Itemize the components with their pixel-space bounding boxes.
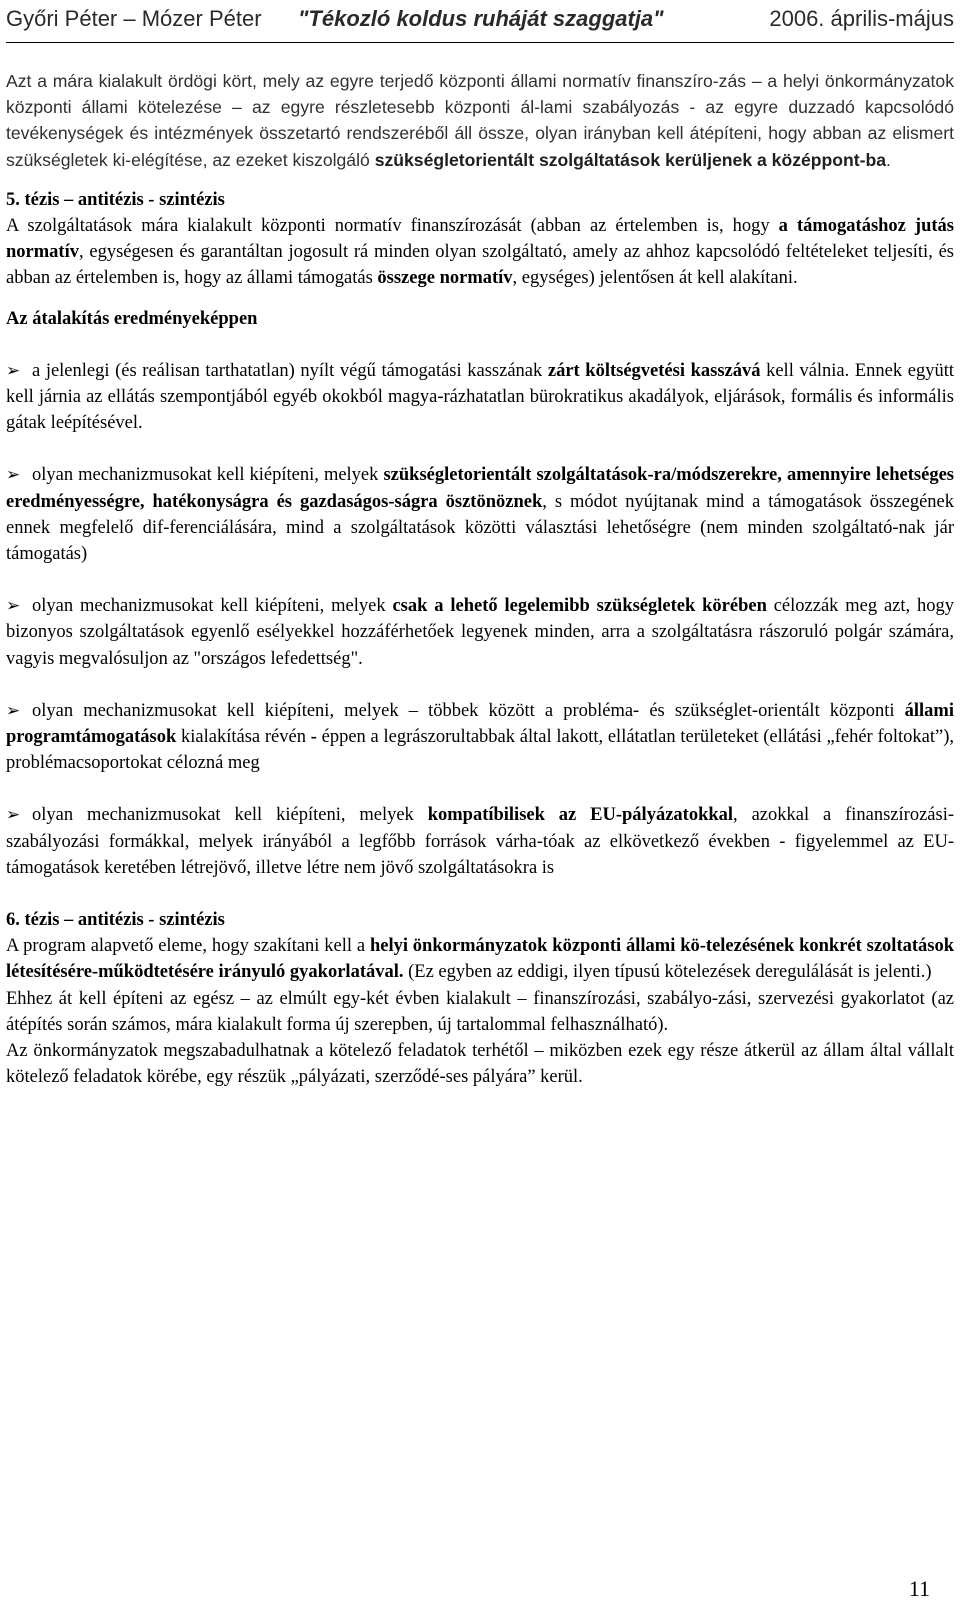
page-header bbox=[6, 0, 954, 43]
thesis6-paragraph-2: Ehhez át kell építeni az egész – az elmúlt egy-két évben kialakult – finanszírozási, szabályo-zási, szervezési gyakorlatot (az átépítés során számos, mára kialakult forma új szerepben, új tartalommal felhasználható). bbox=[6, 988, 954, 1035]
thesis6-paragraph-1: A program alapvető eleme, hogy szakítani kell a helyi önkormányzatok központi állami kö-telezésének konkrét szoltatások létesítésére-működtetésére irányuló gyakorlatával. (Ez egyben az eddigi, ilyen típusú kötelezések deregulálását is jelenti.) bbox=[6, 936, 954, 983]
intro-paragraph bbox=[6, 68, 954, 173]
bullet-item-4: ➢ olyan mechanizmusokat kell kiépíteni, melyek – többek között a probléma- és szükséglet-orientált központi állami programtámogatások kialakítása révén - éppen a legrászorultabbak által lakott, ellátatlan területeket (ellátási „fehér foltokat”), problémacsoportokat célozná meg bbox=[6, 698, 954, 777]
thesis6-paragraph-3: Az önkormányzatok megszabadulhatnak a kötelező feladatok terhétől – miközben ezek egy része átkerül az állam által vállalt kötelező feladatok körébe, egy részük „pályázati, szerződé-ses pályára” kerül. bbox=[6, 1041, 954, 1088]
bullet-item-5: ➢ olyan mechanizmusokat kell kiépíteni, melyek kompatíbilisek az EU-pályázatokkal, azokkal a finanszírozási-szabályozási formákkal, melyek irányából a legfőbb források várha-tóak az elkövetkező években - figyelemmel az EU-támogatások keretében létrejövő, illetve létre nem jövő szolgáltatásokra is bbox=[6, 802, 954, 881]
bullet-item-2: ➢ olyan mechanizmusokat kell kiépíteni, melyek szükségletorientált szolgáltatások-ra/módszerekre, amennyire lehetséges eredményességre, hatékonyságra és gazdaságos-ságra ösztönöznek, s módot nyújtanak mind a támogatások összegének ennek megfelelő dif-ferenciálására, mind a szolgáltatások közötti választási lehetőségre (nem minden szolgáltató-nak jár támogatás) bbox=[6, 462, 954, 567]
arrowhead-icon: ➢ bbox=[6, 465, 21, 485]
arrowhead-icon: ➢ bbox=[6, 700, 21, 720]
arrowhead-icon: ➢ bbox=[6, 805, 21, 825]
header-title: "Tékozló koldus ruháját szaggatja" bbox=[298, 6, 664, 31]
bullet-item-3: ➢ olyan mechanizmusokat kell kiépíteni, melyek csak a lehető legelemibb szükségletek körében célozzák meg azt, hogy bizonyos szolgáltatások egyenlő esélyekkel hozzáférhetőek legyenek minden, arra a szolgáltatásra rászoruló polgár számára, vagyis megvalósuljon az "országos lefedettség". bbox=[6, 593, 954, 672]
page-number: 11 bbox=[908, 1576, 930, 1601]
header-authors: Győri Péter – Mózer Péter bbox=[6, 6, 262, 31]
intro-bold: szükségletorientált szolgáltatások kerüljenek a középpont-ba bbox=[374, 149, 887, 170]
header-date: 2006. április-május bbox=[769, 6, 954, 31]
bullet-item-1: ➢ a jelenlegi (és reálisan tarthatatlan) nyílt végű támogatási kasszának zárt költségvetési kasszává kell válnia. Ennek együtt kell járnia az ellátás szempontjából egyéb okokból magya-rázhatatlan bürokratikus akadályok, eljárások, formális és informális gátak leépítésével. bbox=[6, 358, 954, 437]
result-heading: Az átalakítás eredményeképpen bbox=[6, 308, 258, 329]
thesis6-heading: 6. tézis – antitézis - szintézis bbox=[6, 910, 225, 931]
intro-text-end: . bbox=[886, 149, 891, 170]
document-body bbox=[6, 68, 954, 1091]
arrowhead-icon: ➢ bbox=[6, 360, 21, 380]
arrowhead-icon: ➢ bbox=[6, 596, 21, 616]
thesis5-heading: 5. tézis – antitézis - szintézis bbox=[6, 189, 225, 210]
intro-text: Azt a mára kialakult ördögi kört, mely az egyre terjedő központi állami normatív finanszíro-zás – a helyi önkormányzatok központi állami kötelezése – az egyre részletesebb központi ál-lami szabályozás - az egyre duzzadó kapcsolódó tevékenységek és intézmények összetartó rendszeréből áll össze, olyan irányban kell átépíteni, hogy abban az elismert szükségletek ki-elégítése, az ezeket kiszolgáló bbox=[6, 71, 954, 170]
thesis5-paragraph: A szolgáltatások mára kialakult központi normatív finanszírozását (abban az értelemben is, hogy a támogatáshoz jutás normatív, egységesen és garantáltan jogosult rá minden olyan szolgáltató, amely az ahhoz kapcsolódó feltételeket teljesíti, és abban az értelemben is, hogy az állami támogatás összege normatív, egységes) jelentősen át kell alakítani. bbox=[6, 216, 954, 289]
